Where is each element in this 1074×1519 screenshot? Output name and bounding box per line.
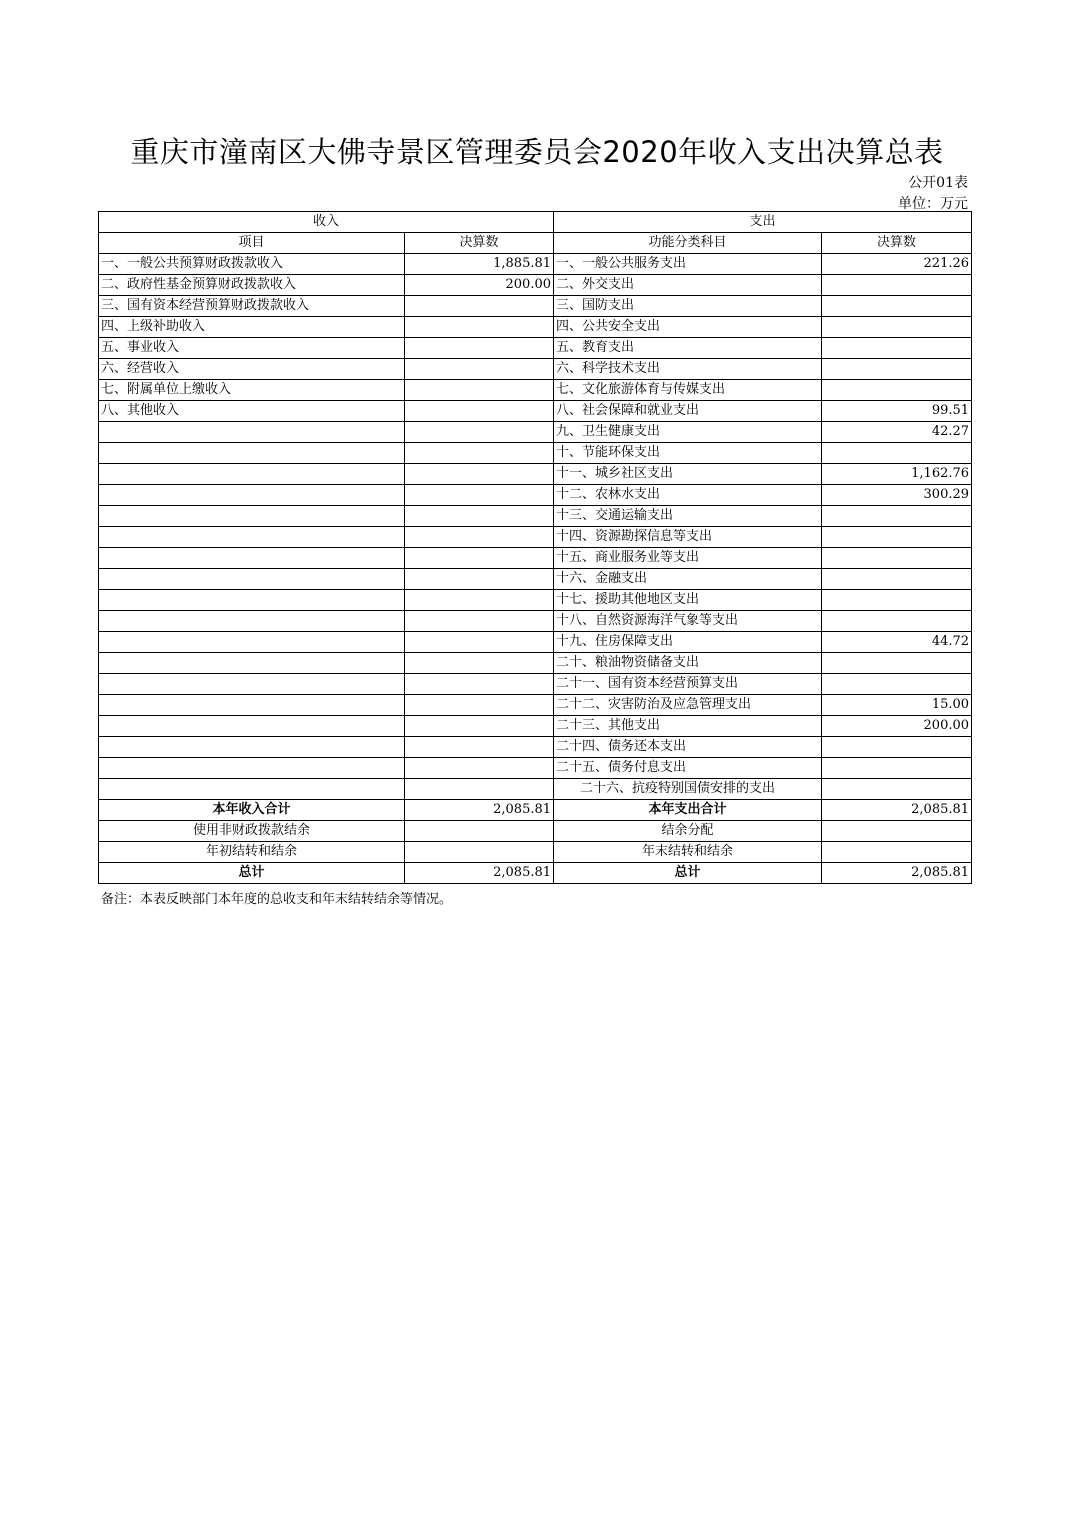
income-item-label xyxy=(99,422,405,443)
item-column-header: 项目 xyxy=(99,233,405,254)
summary-income-label: 总计 xyxy=(99,863,405,884)
income-item-label: 二、政府性基金预算财政拨款收入 xyxy=(99,275,405,296)
table-row xyxy=(99,338,972,359)
table-row xyxy=(99,674,972,695)
expense-item-value xyxy=(822,296,972,317)
expense-item-label: 二十三、其他支出 xyxy=(554,716,822,737)
summary-income-value xyxy=(405,842,554,863)
summary-expense-label: 年末结转和结余 xyxy=(554,842,822,863)
expense-item-label: 十八、自然资源海洋气象等支出 xyxy=(554,611,822,632)
income-item-value: 1,885.81 xyxy=(405,254,554,275)
expense-item-value: 99.51 xyxy=(822,401,972,422)
income-item-label xyxy=(99,590,405,611)
income-item-label xyxy=(99,464,405,485)
form-number: 公开01表 xyxy=(908,175,968,191)
summary-row xyxy=(99,863,972,884)
expense-item-value xyxy=(822,674,972,695)
income-item-value: 200.00 xyxy=(405,275,554,296)
expense-item-label: 二十一、国有资本经营预算支出 xyxy=(554,674,822,695)
expense-item-label: 六、科学技术支出 xyxy=(554,359,822,380)
income-item-value xyxy=(405,653,554,674)
expense-item-label: 四、公共安全支出 xyxy=(554,317,822,338)
income-item-label: 七、附属单位上缴收入 xyxy=(99,380,405,401)
income-item-value xyxy=(405,359,554,380)
table-row xyxy=(99,464,972,485)
income-item-value xyxy=(405,338,554,359)
expense-item-label: 七、文化旅游体育与传媒支出 xyxy=(554,380,822,401)
expense-item-label: 五、教育支出 xyxy=(554,338,822,359)
expense-item-label: 十四、资源勘探信息等支出 xyxy=(554,527,822,548)
table-row xyxy=(99,422,972,443)
expense-item-label: 二十、粮油物资储备支出 xyxy=(554,653,822,674)
table-row xyxy=(99,758,972,779)
income-item-value xyxy=(405,779,554,800)
income-item-label xyxy=(99,758,405,779)
income-item-label xyxy=(99,737,405,758)
expense-item-label: 十、节能环保支出 xyxy=(554,443,822,464)
income-item-label xyxy=(99,674,405,695)
expense-item-value xyxy=(822,443,972,464)
expense-item-value: 221.26 xyxy=(822,254,972,275)
table-row xyxy=(99,443,972,464)
summary-income-value: 2,085.81 xyxy=(405,800,554,821)
expense-item-value: 44.72 xyxy=(822,632,972,653)
table-row xyxy=(99,716,972,737)
income-item-value xyxy=(405,548,554,569)
table-row xyxy=(99,506,972,527)
summary-expense-value xyxy=(822,842,972,863)
table-row xyxy=(99,254,972,275)
income-item-value xyxy=(405,611,554,632)
table-row xyxy=(99,779,972,800)
unit-label: 单位：万元 xyxy=(898,196,968,212)
expense-item-value xyxy=(822,569,972,590)
table-row xyxy=(99,611,972,632)
income-item-label: 五、事业收入 xyxy=(99,338,405,359)
income-item-label xyxy=(99,695,405,716)
summary-row xyxy=(99,800,972,821)
income-item-value xyxy=(405,485,554,506)
income-header: 收入 xyxy=(99,212,554,233)
table-row xyxy=(99,485,972,506)
income-item-value xyxy=(405,737,554,758)
expense-item-label: 二、外交支出 xyxy=(554,275,822,296)
table-row xyxy=(99,317,972,338)
table-column-header xyxy=(99,233,972,254)
footnote: 备注：本表反映部门本年度的总收支和年末结转结余等情况。 xyxy=(101,892,453,907)
table-row xyxy=(99,653,972,674)
category-column-header: 功能分类科目 xyxy=(554,233,822,254)
table-row xyxy=(99,590,972,611)
expense-amount-column-header: 决算数 xyxy=(822,233,972,254)
table-row xyxy=(99,296,972,317)
expense-item-label: 一、一般公共服务支出 xyxy=(554,254,822,275)
income-item-label xyxy=(99,485,405,506)
income-item-label xyxy=(99,716,405,737)
expense-item-value xyxy=(822,527,972,548)
income-amount-column-header: 决算数 xyxy=(405,233,554,254)
expense-item-label: 十三、交通运输支出 xyxy=(554,506,822,527)
income-item-value xyxy=(405,590,554,611)
summary-row xyxy=(99,821,972,842)
expense-item-value xyxy=(822,317,972,338)
income-item-value xyxy=(405,401,554,422)
income-item-label xyxy=(99,527,405,548)
income-item-label: 八、其他收入 xyxy=(99,401,405,422)
expense-item-label: 二十六、抗疫特别国债安排的支出 xyxy=(554,779,822,800)
income-item-label: 六、经营收入 xyxy=(99,359,405,380)
summary-expense-label: 本年支出合计 xyxy=(554,800,822,821)
expense-item-label: 十六、金融支出 xyxy=(554,569,822,590)
table-row xyxy=(99,548,972,569)
income-item-label xyxy=(99,611,405,632)
income-item-label: 一、一般公共预算财政拨款收入 xyxy=(99,254,405,275)
income-item-value xyxy=(405,695,554,716)
summary-expense-label: 结余分配 xyxy=(554,821,822,842)
expense-item-label: 十五、商业服务业等支出 xyxy=(554,548,822,569)
summary-expense-value xyxy=(822,821,972,842)
table-row xyxy=(99,359,972,380)
income-item-label xyxy=(99,632,405,653)
income-item-value xyxy=(405,758,554,779)
summary-expense-label: 总计 xyxy=(554,863,822,884)
budget-table xyxy=(98,211,972,884)
expense-item-value xyxy=(822,737,972,758)
expense-header: 支出 xyxy=(554,212,972,233)
summary-income-value: 2,085.81 xyxy=(405,863,554,884)
expense-item-label: 十一、城乡社区支出 xyxy=(554,464,822,485)
income-item-value xyxy=(405,464,554,485)
expense-item-value xyxy=(822,548,972,569)
income-item-value xyxy=(405,296,554,317)
table-row xyxy=(99,380,972,401)
expense-item-value xyxy=(822,380,972,401)
summary-row xyxy=(99,842,972,863)
expense-item-value xyxy=(822,590,972,611)
expense-item-label: 二十四、债务还本支出 xyxy=(554,737,822,758)
summary-income-label: 使用非财政拨款结余 xyxy=(99,821,405,842)
summary-income-label: 年初结转和结余 xyxy=(99,842,405,863)
table-row xyxy=(99,632,972,653)
table-row xyxy=(99,527,972,548)
summary-income-value xyxy=(405,821,554,842)
table-row xyxy=(99,401,972,422)
income-item-label xyxy=(99,548,405,569)
income-item-value xyxy=(405,317,554,338)
income-item-label xyxy=(99,443,405,464)
expense-item-value xyxy=(822,758,972,779)
income-item-value xyxy=(405,716,554,737)
expense-item-value xyxy=(822,653,972,674)
table-row xyxy=(99,275,972,296)
income-item-value xyxy=(405,527,554,548)
income-item-value xyxy=(405,569,554,590)
expense-item-label: 二十二、灾害防治及应急管理支出 xyxy=(554,695,822,716)
income-item-value xyxy=(405,422,554,443)
expense-item-value xyxy=(822,275,972,296)
income-item-value xyxy=(405,674,554,695)
expense-item-value: 42.27 xyxy=(822,422,972,443)
expense-item-label: 十七、援助其他地区支出 xyxy=(554,590,822,611)
expense-item-value xyxy=(822,611,972,632)
summary-expense-value: 2,085.81 xyxy=(822,800,972,821)
expense-item-label: 二十五、债务付息支出 xyxy=(554,758,822,779)
income-item-label xyxy=(99,653,405,674)
expense-item-value xyxy=(822,359,972,380)
expense-item-value xyxy=(822,338,972,359)
expense-item-label: 三、国防支出 xyxy=(554,296,822,317)
expense-item-label: 八、社会保障和就业支出 xyxy=(554,401,822,422)
expense-item-value xyxy=(822,779,972,800)
expense-item-value: 1,162.76 xyxy=(822,464,972,485)
summary-expense-value: 2,085.81 xyxy=(822,863,972,884)
table-row xyxy=(99,569,972,590)
expense-item-label: 九、卫生健康支出 xyxy=(554,422,822,443)
income-item-label xyxy=(99,569,405,590)
income-item-label xyxy=(99,506,405,527)
expense-item-value: 15.00 xyxy=(822,695,972,716)
expense-item-value: 200.00 xyxy=(822,716,972,737)
page-title: 重庆市潼南区大佛寺景区管理委员会2020年收入支出决算总表 xyxy=(130,135,944,169)
expense-item-value xyxy=(822,506,972,527)
table-row xyxy=(99,695,972,716)
summary-income-label: 本年收入合计 xyxy=(99,800,405,821)
table-group-header xyxy=(99,212,972,233)
income-item-value xyxy=(405,443,554,464)
income-item-label: 四、上级补助收入 xyxy=(99,317,405,338)
income-item-value xyxy=(405,506,554,527)
expense-item-label: 十二、农林水支出 xyxy=(554,485,822,506)
expense-item-value: 300.29 xyxy=(822,485,972,506)
income-item-value xyxy=(405,632,554,653)
income-item-label: 三、国有资本经营预算财政拨款收入 xyxy=(99,296,405,317)
table-row xyxy=(99,737,972,758)
income-item-label xyxy=(99,779,405,800)
expense-item-label: 十九、住房保障支出 xyxy=(554,632,822,653)
income-item-value xyxy=(405,380,554,401)
